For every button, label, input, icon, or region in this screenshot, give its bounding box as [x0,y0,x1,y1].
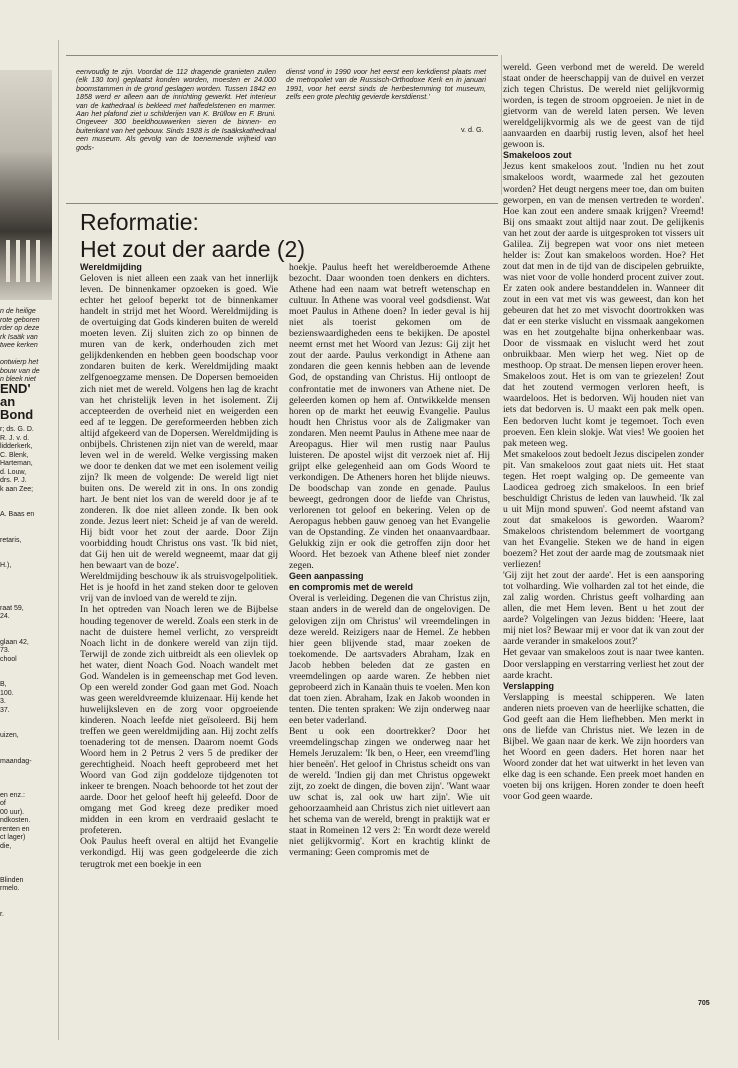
previous-article-box [66,55,498,204]
caption-line: rote geboren [0,316,40,324]
paragraph: 'Gij zijt het zout der aarde'. Het is een aansporing tot volharding. Wie volharden zal tot het einde, die zal zalig worden. Christus geeft volharding aan allen, die met Hem leven. Bent u het zout der aarde? Volgelingen van Jezus bidden: 'Heere, laat mij niet los? Bewaar mij er voor dat ik van zout der aarde verander in smakeloos zout?' [503,570,704,648]
caption-line: 00 uur). [0,808,25,816]
info-box-title-line: an [0,394,16,409]
caption-line: drs. P. J. [0,477,27,484]
paragraph: Met smakeloos zout bedoelt Jezus discipelen zonder pit. Van smakeloos zout gaat niets uit. Het staat tegen. Het roept walging op. De gemeente van Laodicea gedroeg zich smakeloos. In een brief beschuldigt Christus de leden van lauwheid. 'Ik zal u uit Mijn mond spuwen'. God neemt afstand van zout dat smakeloos is geworden. Waarom? Smakeloos christendom belemmert de voortgang van het Evangelie. Steken we de hand in eigen boezem? Het zout der aarde mag de zoutsmaak niet verliezen! [503,448,704,571]
caption-line: 100. [0,689,14,697]
caption-line: r. [0,910,4,918]
paragraph: Bent u ook een doortrekker? Door het vreemdelingschap zingen we onderweg naar het Hemels Jeruzalem: 'Ik ben, o Heer, een vreemd'ling hier beneën'. Het geloof in Christus scheidt ons van de wereld. 'Indien gij dan met Christus opgewekt zijt, zo zoekt de dingen, die boven zijn'. 'Want waar uw schat is, zal ook uw hart zijn'. Wie uit gehoorzaamheid aan Christus zich niet uitlevert aan het schema van de wereld, brengt in praktijk wat er staat in Romeinen 12 vers 2: 'En wordt deze wereld niet gelijkvormig'. Kort en krachtig klinkt de vermaning: Geen compromis met de [289,725,490,859]
paragraph: Ook Paulus heeft overal en altijd het Evangelie verkondigd. Hij was geen godgeleerde die zich terugtrok met een boekje in een [80,836,278,870]
section-heading: Wereldmijding [80,262,142,272]
caption-line: maandag- [0,757,32,765]
caption-line: 73. [0,647,10,654]
caption-line: raat 59, [0,604,24,612]
page-number: 705 [698,1000,710,1007]
caption-line: uizen, [0,732,19,739]
article-title-line2: Het zout der aarde (2) [80,236,306,262]
caption-line: of [0,800,6,807]
caption-line: n de heilige [0,308,36,315]
article-column-3 [503,62,704,802]
caption-line: die, [0,842,12,850]
paragraph: Wereldmijding beschouw ik als struisvogelpolitiek. Het is je hoofd in het zand steken door te geloven vrij van de invloed van de wereld te zijn. [80,571,278,605]
paragraph: Jezus kent smakeloos zout. 'Indien nu het zout smakeloos wordt, waarmede zal het gezouten worden? Het deugt nergens meer toe, dan om buiten geworpen, en van de mensen vertreden te worden'. Hoe kan zout een andere smaak krijgen? Vreemd! Bij ons smaakt zout altijd naar zout. De gelijkenis van het zout der aarde is uitgesproken tot vissers uit Galilea. Zij begrepen wat voor ons niet meteen helder is: Zout kan smakeloos worden. Hoe? Het zout dat men in de tijd van de discipelen gebruikte, was niet voor de volle honderd procent zuiver zout. Er zaten ook andere bestanddelen in. Wanneer dit zout in een vat met vis was geweest, dan kon het gebeuren dat het zo met visvocht doortrokken was dat er een sterke vislucht en vissmaak aangekomen was en het zoutgehalte bijna onherkenbaar was. Door de vissmaak en vislucht werd het zout onbruikbaar. Men wierp het weg. Niet op de mesthoop. Op straat. De mensen liepen erover heen. [503,161,704,372]
info-box-title-line: END' [0,381,31,396]
caption-line: ndkosten. [0,817,31,824]
caption-line: ontwierp het [0,359,39,366]
caption-line: twee kerken [0,342,38,349]
caption-line: en enz.: [0,791,25,799]
article-column-2 [289,262,490,859]
section-heading: Geen aanpassing [289,571,364,582]
column-shape [26,240,30,282]
paragraph: Geloven is niet alleen een zaak van het innerlijk leven. De binnenkamer opzoeken is goed. Wie echter het geloof beperkt tot de binnenkamer handelt in strijd met het Woord. Wereldmijding is de overtuiging dat Gods kinderen buiten de wereld moeten leven. Zij sluiten zich zo op binnen de muren van de kerk, onderhouden zich met gelijkdenkenden en hebben geen boodschap voor zondaren buiten de kerk. Wereldmijding maakt zelfgenoegzame mensen. De Dopersen bemoeiden zich niet met de wereld. Volgens hen lag de kracht van het christelijk leven in het isolement. Zij accepteerden de overheid niet en weigerden een eed af te leggen. De gereformeerden hebben zich altijd afgekeerd van de Dopersen. Wereldmijding is onbijbels. Christenen zijn niet van de wereld, maar leven wel in de wereld. Welke vergissing maken we door te denken dat we met een isolement veilig zijn? Ik meen de volgende: De wereld ligt niet buiten ons. De wereld zit in ons. In ons zondig hart. Je bent niet los van de wereld door je af te zonderen. Ik doe niet alleen zonde. Ik ben ook zonde. Jezus leert niet: Scheid je af van de wereld. Hij bidt voor het zout der aarde. Door Zijn voorbidding houdt Christus ons vast. 'Ik bid niet, dat Gij hen uit de wereld wegneemt, maar dat gij hen bewaart van de boze'. [80,273,278,572]
article-column-1 [80,262,278,870]
previous-article-col1: eenvoudig te zijn. Voordat de 112 dragende granieten zuilen (elk 130 ton) geplaatst konden worden, moesten er 24.000 boomstammen in de grond geslagen worden. Tussen 1842 en 1858 werd er alleen aan de inrichting gewerkt. Het interieur van de kathedraal is bekleed met halfedelstenen en marmer. Aan het plafond ziet u schilderijen van K. Brüllow en F. Bruni. Ongeveer 300 beeldhouwwerken sieren de binnen- en buitenkant van het gebouw. Sinds 1928 is de Isaäkskathedraal een museum. Als gevolg van de toenemende vrijheid van gods- [76,67,276,152]
paragraph: Verslapping is meestal schipperen. We laten anderen niets proeven van de heerlijke schatten, die God geeft aan die Hem liefhebben. Men merkt in ons de liefde van Christus niet. We lezen in de Bijbel. We gaan naar de kerk. We zijn hoorders van het Woord en geen daders. Het horen naar het Woord zonder dat het wat uitwerkt in het leven van elke dag is een schande. Een preek moet handen en voeten bij ons krijgen. Horen zonder te doen heeft voor God geen waarde. [503,691,704,803]
caption-line: 3. [0,698,6,705]
paragraph: Smakeloos zout. Het is om van te griezelen! Zout dat het zoutend vermogen verloren heeft, is waardeloos. Het is bedorven. Wij houden niet van iets dat bedorven is. U maakt een pak melk open. Een bedorven lucht komt je tegemoet. Toch even proeven. Een klein slokje. Wat vies! We gooien het pak meteen weg. [503,371,704,449]
caption-line: n bleek niet [0,376,36,383]
caption-line: lidderkerk, [0,443,33,450]
paragraph: In het optreden van Noach leren we de Bijbelse houding tegenover de wereld. Zoals een sterk in de nacht de duistere hemel verlicht, zo verspreidt Noach licht in de donkere wereld van zijn tijd. Terwijl de zonde zich uitbreidt als een olievlek op het water, dient Noach God. Noach wandelt met God. Wandelen is in gemeenschap met God leven. Op een wereld zonder God gaan met God. Noach was geen wereldvreemde kluizenaar. Hij kende het huwelijksleven en de zorg voor opgroeiende kinderen. Noach leefde niet geïsoleerd. Bij hem treffen we geen wereldmijding aan. Hij zocht zelfs toenadering tot de mensen. Daarom noemt Gods Woord hem in 2 Petrus 2 vers 5 de prediker der gerechtigheid. Noach heeft geprobeerd met het Woord van God zijn goddeloze tijdgenoten tot inkeer te brengen. Noach behoorde tot het zout der aarde. Door het geloof heeft hij geleefd. Door de omgang met God kreeg deze prediker moed midden in een krom en verdraaid geslacht te profeteren. [80,604,278,837]
section-heading: Smakeloos zout [503,150,572,161]
column-shape [36,240,40,282]
cathedral-photo [0,70,52,300]
caption-line: bouw van de [0,367,40,375]
column-shape [6,240,10,282]
caption-line: 24. [0,613,10,620]
paragraph: wereld. Geen verbond met de wereld. De wereld staat onder de heerschappij van de duivel en verzet zich tegen Christus. De wereld niet gelijkvormig worden, is tegen de stroom opgroeien. Je niet in de gietvorm van de wereld laten persen. We leven wereldgelijkvormig als we de geest van de tijd aanvaarden en daarbij rustig leven, alsof het heel gewoon is. [503,62,704,151]
caption-line: r; ds. G. D. [0,426,34,433]
column-divider [501,55,502,195]
previous-article-signature: v. d. G. [461,125,484,134]
caption-line: Harteman, [0,460,33,467]
caption-line: 37. [0,706,10,714]
caption-line: chool [0,655,17,663]
caption-line: rder op deze [0,325,40,332]
left-adjacent-page-strip [0,40,59,1040]
caption-line: renten en [0,825,30,833]
column-shape [16,240,20,282]
paragraph: Het gevaar van smakeloos zout is naar twee kanten. Door verslapping en verstarring verliest het zout der aarde kracht. [503,647,704,681]
caption-line: R. J. v. d. [0,434,30,442]
caption-line: glaan 42, [0,638,29,646]
paragraph: Overal is verleiding. Degenen die van Christus zijn, staan anders in de wereld dan de ongelovigen. De gelovigen zijn om Christus' wil vreemdelingen in deze wereld. Reizigers naar de Hemel. Ze hebben hier geen blijvende stad, maar zoeken de toekomende. De aartsvaders Abraham, Izak en Jacob hebben beleden dat ze gasten en vreemdelingen op aarde waren. Ze hebben niet geprobeerd zich in Kanaän thuis te voelen. Men kon dat toen zien. Abraham, Izak en Jakob woonden in tenten. Die tenten spraken: We zijn onderweg naar een beter vaderland. [289,593,490,726]
info-box-title-line: Bond [0,407,34,422]
caption-line: d. Louw, [0,468,27,476]
section-heading: en compromis met de wereld [289,582,414,593]
caption-line: Blinden [0,876,24,884]
caption-line: retaris, [0,536,22,544]
caption-line: B, [0,681,7,688]
caption-line: H.), [0,562,12,569]
caption-line: ct lager) [0,834,26,841]
paragraph: hoekje. Paulus heeft het wereldberoemde Athene bezocht. Daar woonden toen denkers en dichters. Athene had een naam wat betreft wetenschap en cultuur. In Athene was vooral veel godsdienst. Wat moet Paulus in Athene doen? In ieder geval is hij niet als toerist gekomen om de bezienswaardigheden eens te bekijken. De apostel neemt ernst met het Woord van Jezus: Gij zijt het zout der aarde. Paulus verkondigt in Athene aan zondaren die geen kennis hebben aan de levende God, de opstanding van Christus. Hij ontloopt de confrontatie met de inwoners van Athene niet. De geleerden komen op hem af. Ontwikkelde mensen horen op de markt het eeuwig Evangelie. Paulus houdt hen Christus voor als de Zaligmaker van zondaren. Men neemt Paulus in Athene mee naar de Areopagus. Hier wil men rustig naar Paulus luisteren. De apostel wijst dit verzoek niet af. Hij grijpt elke gelegenheid aan om Gods Woord te verkondigen. De Atheners horen het blijde nieuws. De boodschap van zonde en genade. Paulus beweegt, gedrongen door de liefde van Christus, verlorenen tot geloof en bekering. Velen op de Aeropagus hebben gauw genoeg van het Evangelie van de Opstanding. Ze vinden het onaanvaardbaar. Gelukkig zijn er ook die getroffen zijn door het Woord. Het bezoek van Athene bleef niet zonder zegen. [289,262,490,572]
previous-article-col2: dienst vond in 1990 voor het eerst een kerkdienst plaats met de metropoliet van de Russisch-Orthodoxe Kerk en in januari 1991, voor het eerst sinds de herbestemming tot museum, zelfs een grote plechtig gevierde kerstdienst.' [286,67,486,102]
section-heading: Verslapping [503,680,555,691]
caption-line: C. Blenk, [0,451,29,459]
caption-line: rk Isaäk van [0,333,38,341]
caption-line: rmelo. [0,885,20,892]
caption-line: A. Baas en [0,511,35,518]
article-title-line1: Reformatie: [80,209,199,235]
caption-line: k aan Zee; [0,485,34,493]
